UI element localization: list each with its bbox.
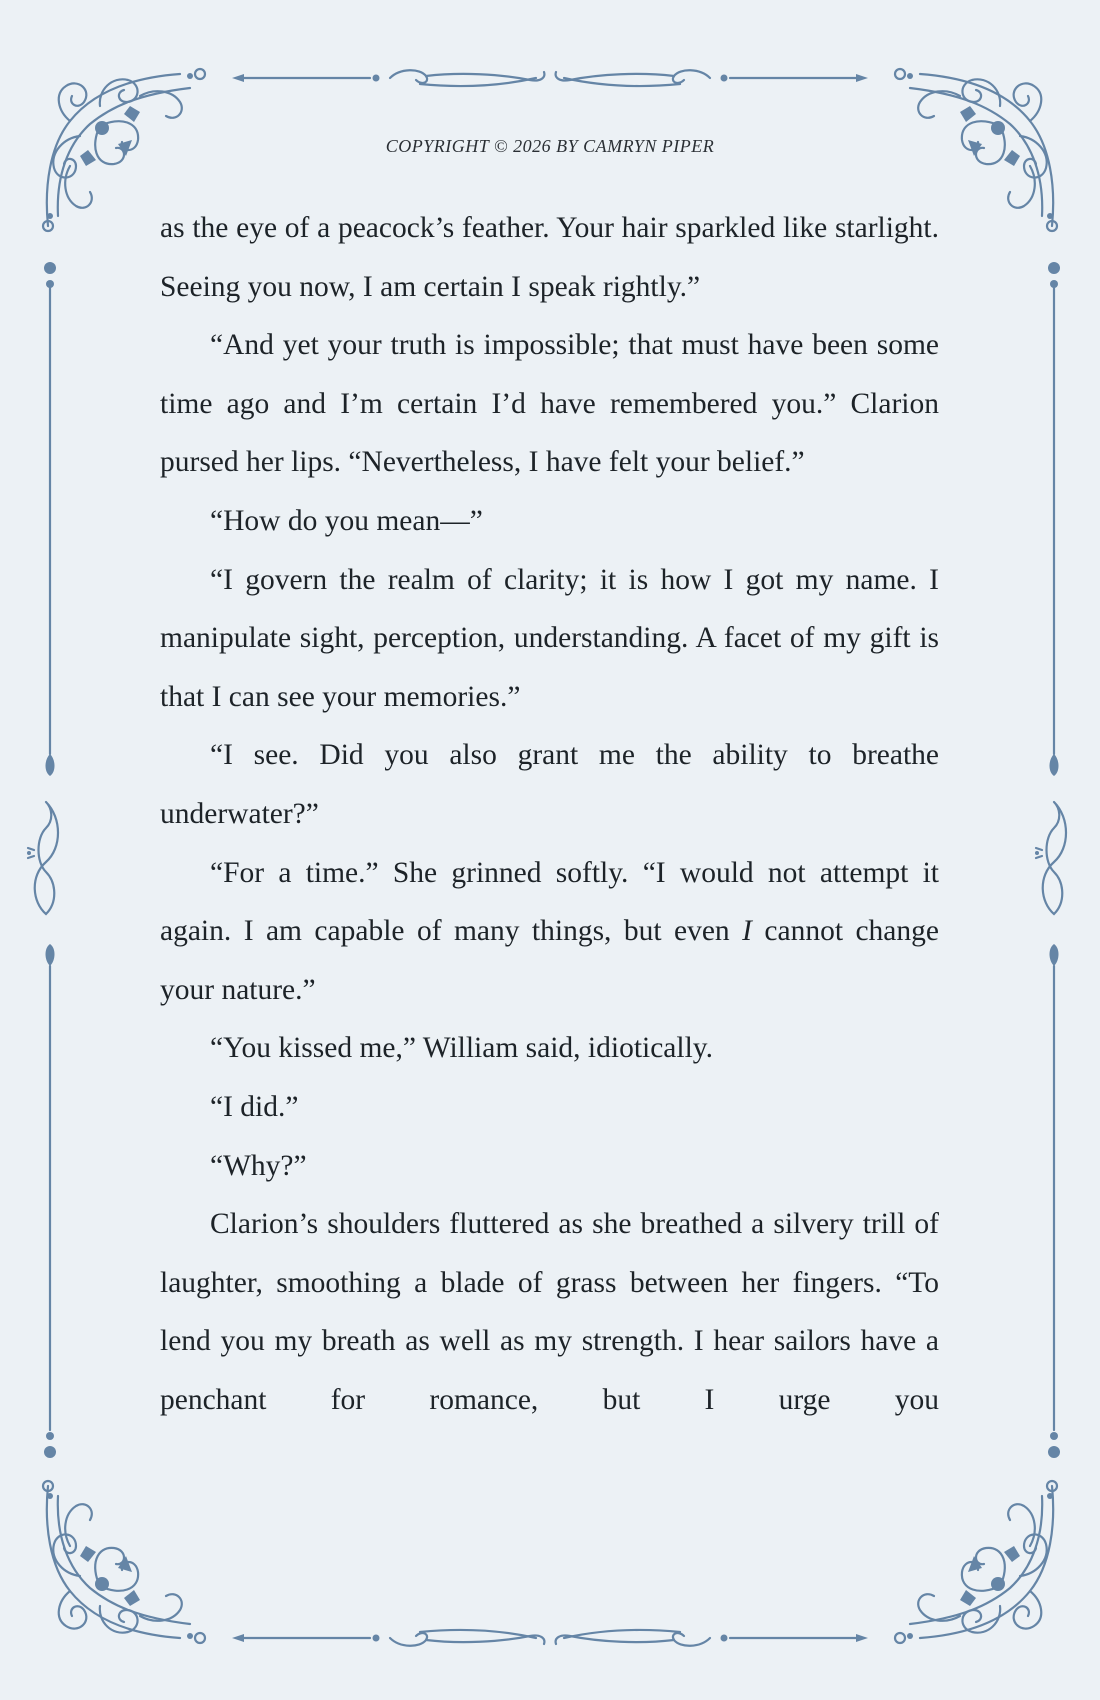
corner-flourish-bottom-left: [40, 1476, 210, 1646]
top-border-flourish: [230, 64, 870, 96]
right-side-rule-lower: [1042, 942, 1066, 1462]
paragraph: “How do you mean—”: [210, 504, 483, 537]
paragraph: “And yet your truth is impossible; that must have been some time ago and I’m certain I’d have remembered you.” Clarion pursed her lips. “Nevertheless, I have felt your belief.”: [160, 329, 939, 479]
paragraph: “You kissed me,” William said, idiotically.: [210, 1032, 713, 1065]
left-side-rule-upper: [38, 260, 62, 780]
left-side-swirl: [26, 798, 66, 918]
paragraph: “I see. Did you also grant me the ability to breathe underwater?”: [160, 739, 939, 830]
corner-flourish-bottom-right: [890, 1476, 1060, 1646]
bottom-border-flourish: [230, 1620, 870, 1652]
paragraph: “I did.”: [210, 1090, 299, 1123]
paragraph: [160, 844, 939, 1020]
right-side-swirl: [1034, 798, 1074, 918]
paragraph-continues: Clarion’s shoulders fluttered as she breathed a silvery trill of laughter, smoothing a blade of grass between her fingers. “To lend you my breath as well as my strength. I hear sailors have a penchant for romance, but I urge you: [160, 1208, 939, 1416]
paragraph: “I govern the realm of clarity; it is how I got my name. I manipulate sight, perception, understanding. A facet of my gift is that I can see your memories.”: [160, 563, 939, 713]
paragraph-text: cannot change your nature.”: [160, 915, 939, 1006]
paragraph-text: “For a time.” She grinned softly. “I would not attempt it again. I am capable of many things, but even: [160, 856, 939, 948]
paragraph: “Why?”: [210, 1149, 307, 1182]
body-text: [160, 199, 939, 1429]
emphasized-word: I: [742, 915, 752, 948]
copyright-notice: COPYRIGHT © 2026 BY CAMRYN PIPER: [385, 136, 715, 156]
left-side-rule-lower: [38, 942, 62, 1462]
paragraph-continuation: as the eye of a peacock’s feather. Your hair sparkled like starlight. Seeing you now, I am certain I speak rightly.”: [160, 212, 939, 303]
right-side-rule-upper: [1042, 260, 1066, 780]
